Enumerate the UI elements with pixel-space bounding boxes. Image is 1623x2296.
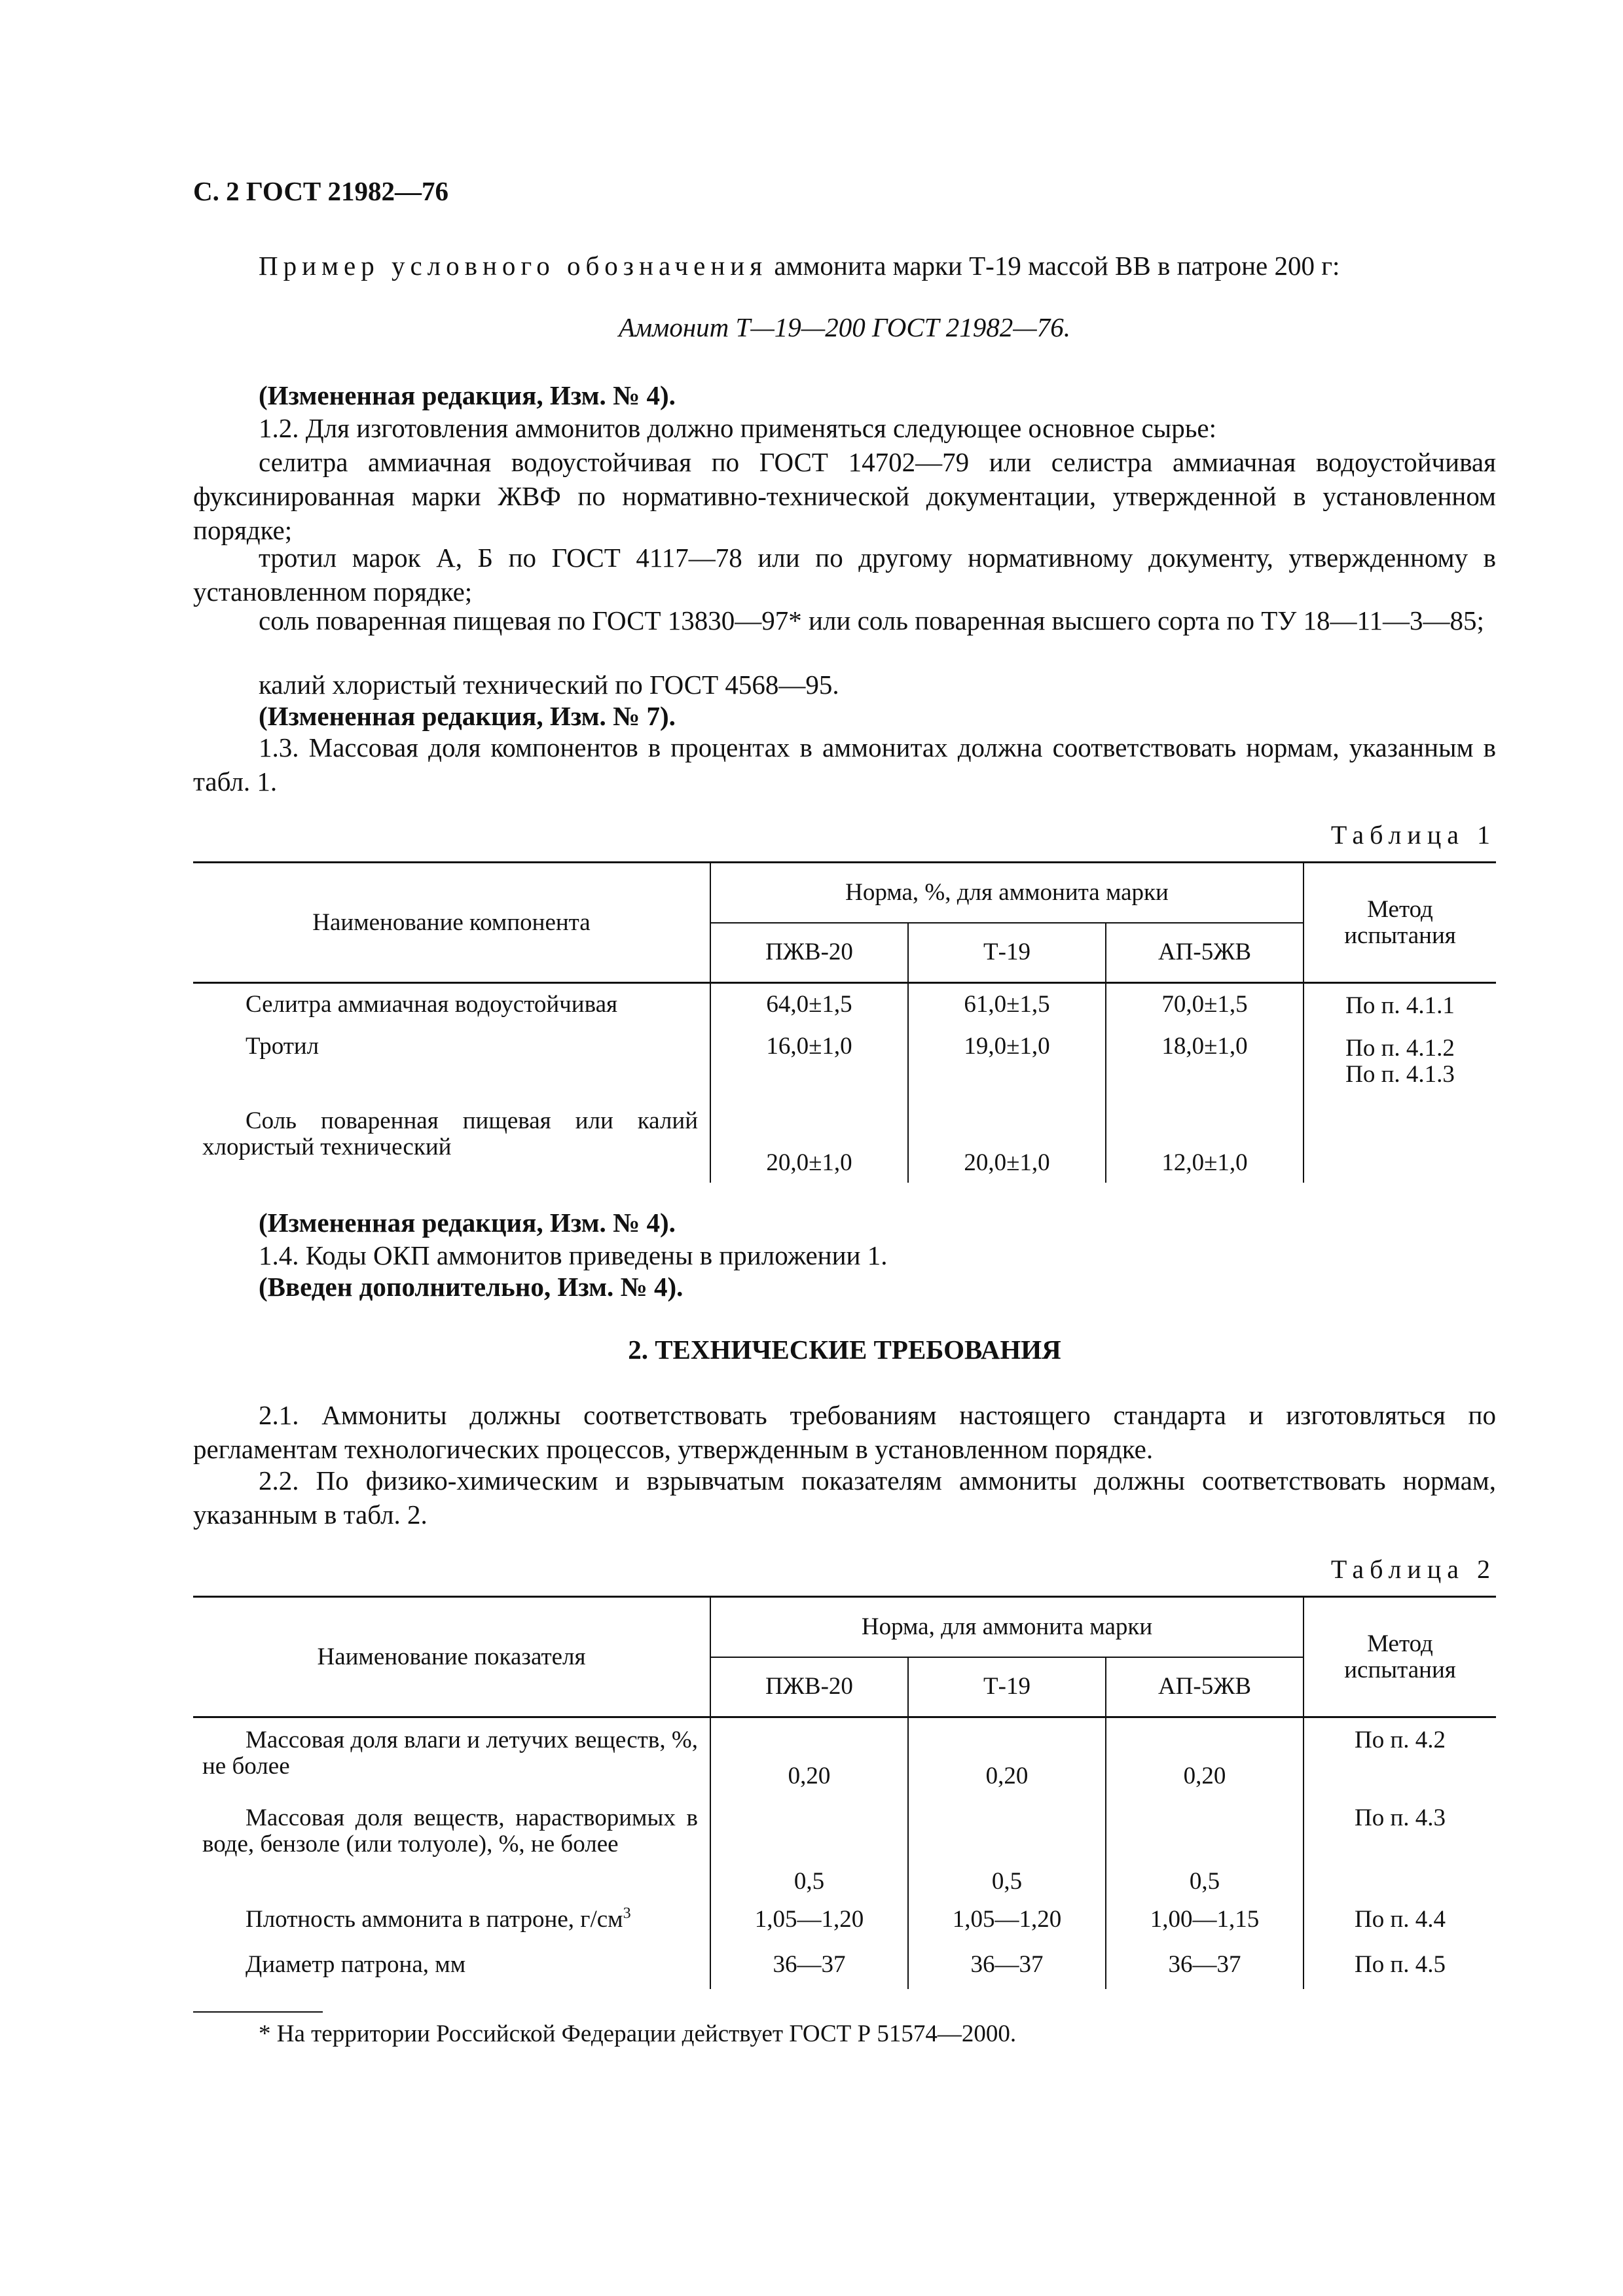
table-row: Тротил 16,0±1,0 19,0±1,0 18,0±1,0 По п. 4.1.2 По п. 4.1.3 <box>193 1033 1496 1107</box>
table-row: Соль поваренная пищевая или калий хлористый технический 20,0±1,0 20,0±1,0 12,0±1,0 <box>193 1107 1496 1183</box>
paragraph-1-2: 1.2. Для изготовления аммонитов должно применяться следующее основное сырье: <box>259 413 1216 443</box>
table-2-grade: ПЖВ-20 <box>710 1657 908 1717</box>
example-designation: Аммонит Т—19—200 ГОСТ 21982—76. <box>618 312 1071 342</box>
table-1-header-method: Метод испытания <box>1304 863 1496 983</box>
amendment-note: (Измененная редакция, Изм. № 7). <box>259 701 676 731</box>
footnote: * На территории Российской Федерации действует ГОСТ Р 51574—2000. <box>259 2020 1017 2047</box>
table-row: Селитра аммиачная водоустойчивая 64,0±1,5 61,0±1,5 70,0±1,5 По п. 4.1.1 <box>193 983 1496 1033</box>
raw-material-potassium: калий хлористый технический по ГОСТ 4568—95. <box>259 670 839 700</box>
paragraph-1-3: 1.3. Массовая доля компонентов в процентах в аммонитах должна соответствовать нормам, указанным в табл. 1. <box>193 732 1496 797</box>
table-1-header-norm: Норма, %, для аммонита марки <box>710 863 1304 923</box>
table-1-header-name: Наименование компонента <box>193 863 710 983</box>
paragraph-2-1: 2.1. Аммониты должны соответствовать требованиям настоящего стандарта и изготовляться по регламентам технологических процессов, утвержденным в установленном порядке. <box>193 1400 1496 1464</box>
paragraph-1-4: 1.4. Коды ОКП аммонитов приведены в приложении 1. <box>259 1240 888 1270</box>
table-1 <box>193 861 1496 1183</box>
table-1-grade: ПЖВ-20 <box>710 923 908 983</box>
table-2-header-norm: Норма, для аммонита марки <box>710 1597 1304 1657</box>
table-row: Плотность аммонита в патроне, $г/см^3$ 1,05—1,20 1,05—1,20 1,00—1,15 По п. 4.4 <box>193 1900 1496 1946</box>
table-1-grade: АП-5ЖВ <box>1106 923 1304 983</box>
example-label: Пример условного обозначения <box>259 251 768 281</box>
table-2-grade: АП-5ЖВ <box>1106 1657 1304 1717</box>
table-2-grade: Т-19 <box>908 1657 1106 1717</box>
raw-material-salt: соль поваренная пищевая по ГОСТ 13830—97* или соль поваренная высшего сорта по ТУ 18—11—3—85; <box>259 605 1484 636</box>
table-row: Массовая доля влаги и летучих веществ, %, не более 0,20 0,20 0,20 По п. 4.2 <box>193 1717 1496 1797</box>
table-2 <box>193 1596 1496 1989</box>
raw-material-nitrate: селитра аммиачная водоустойчивая по ГОСТ 14702—79 или селистра аммиачная водоустойчивая фуксинированная марки ЖВФ по нормативно-технической документации, утвержденной в установленном порядке; <box>193 447 1496 545</box>
table-row: Диаметр патрона, мм 36—37 36—37 36—37 По п. 4.5 <box>193 1946 1496 1989</box>
introduced-note: (Введен дополнительно, Изм. № 4). <box>259 1272 684 1302</box>
table-2-header-name: Наименование показателя <box>193 1597 710 1717</box>
amendment-note: (Измененная редакция, Изм. № 4). <box>259 380 676 410</box>
page-header: С. 2 ГОСТ 21982—76 <box>193 176 449 206</box>
example-text: аммонита марки Т-19 массой ВВ в патроне 200 г: <box>767 251 1340 281</box>
footnote-divider <box>193 2011 323 2013</box>
table-2-title: Таблица 2 <box>1330 1554 1496 1584</box>
section-title: 2. ТЕХНИЧЕСКИЕ ТРЕБОВАНИЯ <box>628 1335 1061 1365</box>
amendment-note: (Измененная редакция, Изм. № 4). <box>259 1208 676 1238</box>
table-2-header-method: Метод испытания <box>1304 1597 1496 1717</box>
paragraph-2-2: 2.2. По физико-химическим и взрывчатым показателям аммониты должны соответствовать нормам, указанным в табл. 2. <box>193 1465 1496 1530</box>
designation-example <box>193 249 1496 283</box>
table-1-grade: Т-19 <box>908 923 1106 983</box>
table-row: Массовая доля веществ, нарастворимых в воде, бензоле (или толуоле), %, не более 0,5 0,5 0,5 По п. 4.3 <box>193 1796 1496 1900</box>
raw-material-tnt: тротил марок А, Б по ГОСТ 4117—78 или по другому нормативному документу, утвержденному в установленном порядке; <box>193 543 1496 607</box>
table-1-title: Таблица 1 <box>1330 820 1496 850</box>
